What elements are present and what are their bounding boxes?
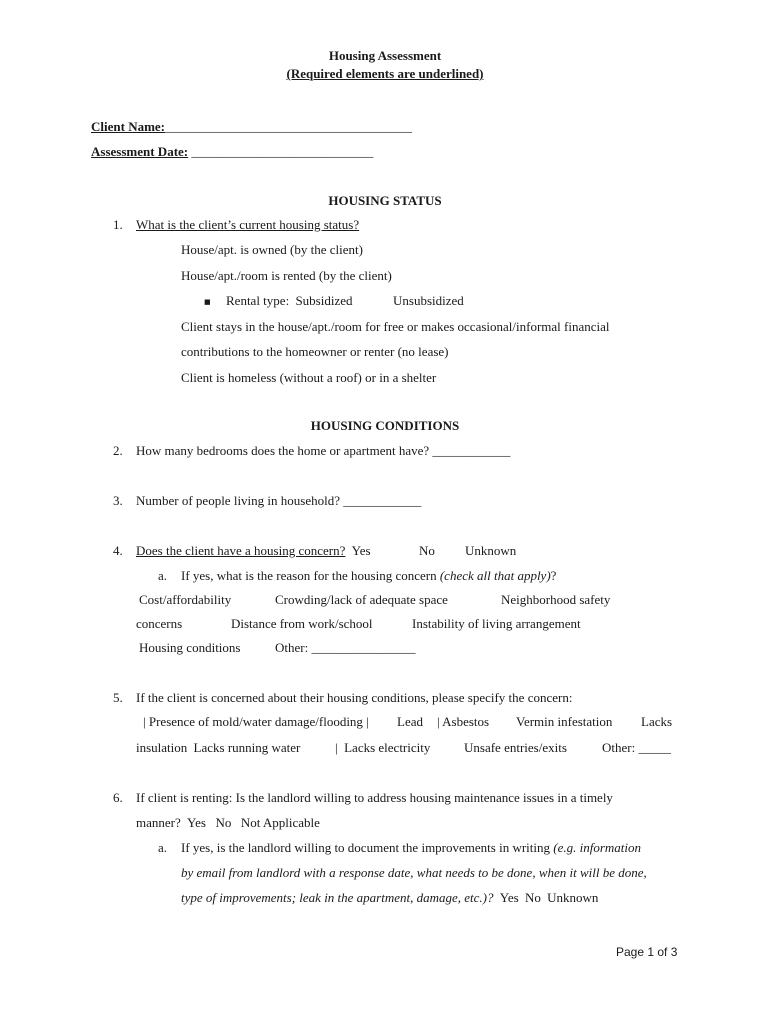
q6a-unknown-label: Unknown	[547, 890, 599, 905]
concern-mold	[143, 714, 369, 730]
rental-unsubsidized-label: Unsubsidized	[393, 293, 464, 308]
concern-insulation-label: insulation	[136, 740, 188, 755]
q6a-label: a.	[158, 840, 168, 855]
q6a-no-label: No	[524, 890, 541, 905]
q6a-line3	[181, 890, 598, 908]
q4a-question: If yes, what is the reason for the housing concern	[181, 568, 437, 583]
q4a-end: ?	[550, 568, 557, 583]
reason-crowding	[272, 592, 448, 610]
q4-line	[136, 543, 371, 561]
q6a-italic1: (e.g. information	[553, 840, 641, 855]
section-heading-housing-status: HOUSING STATUS	[328, 193, 442, 208]
tick-mark-icon[interactable]: |	[143, 714, 146, 729]
concern-asbestos	[437, 714, 489, 730]
q4-number: 4.	[113, 543, 123, 558]
reason-crowding-label: Crowding/lack of adequate space	[275, 592, 448, 607]
q6a-italic3: type of improvements; leak in the apartment, damage, etc.)?	[181, 890, 494, 905]
reason-cost-label: Cost/affordability	[139, 592, 232, 607]
q1-option-owned-label: House/apt. is owned (by the client)	[181, 242, 363, 257]
q6-line2	[136, 815, 320, 833]
assessment-date-field[interactable]: ____________________________	[191, 144, 374, 159]
q6-no-label: No	[215, 815, 232, 830]
client-name-line	[91, 119, 412, 135]
q1-option-free	[158, 319, 161, 337]
q6a-yes-label: Yes	[499, 890, 519, 905]
q5-number: 5.	[113, 690, 123, 705]
document-subtitle: (Required elements are underlined)	[286, 66, 484, 81]
reason-concerns-label: concerns	[136, 616, 183, 631]
reason-instability-label: Instability of living arrangement	[412, 616, 581, 631]
q2-question: How many bedrooms does the home or apartment have?	[136, 443, 430, 458]
reason-conditions-label: Housing conditions	[139, 640, 241, 655]
assessment-date-line	[91, 144, 373, 160]
q6-question: If client is renting: Is the landlord willing to address housing maintenance issues in a timely	[136, 790, 613, 805]
concern-unsafe-label: Unsafe entries/exits	[464, 740, 567, 755]
concern-electricity-label: Lacks electricity	[344, 740, 431, 755]
tick-mark-icon[interactable]: |	[335, 740, 338, 755]
client-name-field[interactable]: ______________________________________	[165, 119, 413, 134]
page-number: Page 1 of 3	[616, 945, 678, 959]
reason-instability	[409, 616, 581, 634]
q3-line	[136, 493, 421, 509]
concern-lacks-label: Lacks	[641, 714, 673, 729]
q4-yes-label: Yes	[351, 543, 371, 558]
q1-option-rented	[158, 268, 161, 286]
concern-mold-label: Presence of mold/water damage/flooding	[148, 714, 363, 729]
q2-number: 2.	[113, 443, 123, 458]
tick-mark-icon[interactable]: |	[366, 714, 369, 729]
concern-water-label: Lacks running water	[193, 740, 301, 755]
q1-option-free-line2: contributions to the homeowner or renter (no lease)	[181, 344, 449, 359]
section-heading-housing-conditions: HOUSING CONDITIONS	[310, 418, 460, 433]
q1-option-homeless	[158, 370, 161, 388]
concern-lead-label: Lead	[397, 714, 423, 729]
q4-unknown-option	[462, 543, 516, 561]
rental-type-line	[226, 293, 353, 311]
q5-question: If the client is concerned about their housing conditions, please specify the concern:	[136, 690, 573, 705]
q6a-italic2: by email from landlord with a response date, what needs to be done, when it will be done,	[181, 865, 647, 880]
reason-other-field[interactable]: ________________	[311, 640, 416, 655]
rental-subsidized-label: Subsidized	[295, 293, 353, 308]
q1-option-free-line1: Client stays in the house/apt./room for free or makes occasional/informal financial	[181, 319, 610, 334]
q6-na-label: Not Applicable	[240, 815, 320, 830]
q4-question: Does the client have a housing concern?	[136, 543, 346, 558]
q4a-line	[181, 568, 556, 584]
assessment-date-label: Assessment Date:	[91, 144, 189, 159]
q1-question: What is the client’s current housing status?	[136, 217, 360, 232]
reason-conditions	[136, 640, 240, 658]
reason-cost	[136, 592, 231, 610]
q6-yes-label: Yes	[187, 815, 206, 830]
concern-other-label: Other:	[602, 740, 636, 755]
q2-line	[136, 443, 510, 459]
q6-number: 6.	[113, 790, 123, 805]
reason-neighborhood-label: Neighborhood safety	[501, 592, 611, 607]
square-bullet-icon: ■	[204, 298, 211, 306]
q6a-question: If yes, is the landlord willing to document the improvements in writing	[181, 840, 550, 855]
client-name-label: Client Name:	[91, 119, 166, 134]
q3-number: 3.	[113, 493, 123, 508]
reason-distance-label: Distance from work/school	[231, 616, 373, 631]
concern-insulation-line	[136, 740, 300, 758]
concern-other	[602, 740, 671, 756]
reason-other-label: Other:	[275, 640, 309, 655]
q6a-line1	[181, 840, 641, 856]
q1-option-homeless-label: Client is homeless (without a roof) or in a shelter	[181, 370, 437, 385]
document-title: Housing Assessment	[328, 48, 442, 63]
q1-option-rented-label: House/apt./room is rented (by the client)	[181, 268, 392, 283]
rental-type-label: Rental type:	[226, 293, 290, 308]
q4a-label: a.	[158, 568, 168, 583]
q3-question: Number of people living in household?	[136, 493, 340, 508]
q4-unknown-label: Unknown	[465, 543, 517, 558]
q3-answer-field[interactable]: ____________	[343, 493, 422, 508]
q1-number: 1.	[113, 217, 123, 232]
reason-other	[272, 640, 415, 658]
concern-electricity	[335, 740, 430, 756]
q6-question-end: manner?	[136, 815, 181, 830]
concern-asbestos-label: Asbestos	[442, 714, 490, 729]
q4-no-label: No	[419, 543, 435, 558]
rental-unsubsidized-option	[390, 293, 464, 311]
q2-answer-field[interactable]: ____________	[432, 443, 511, 458]
tick-mark-icon[interactable]: |	[437, 714, 440, 729]
q4-no-option	[416, 543, 435, 561]
reason-distance	[228, 616, 373, 634]
q1-option-owned	[158, 242, 161, 260]
q4a-italic: (check all that apply)	[439, 568, 551, 583]
concern-other-field[interactable]: _____	[638, 740, 671, 755]
reason-neighborhood	[498, 592, 610, 610]
concern-vermin-label: Vermin infestation	[516, 714, 613, 729]
